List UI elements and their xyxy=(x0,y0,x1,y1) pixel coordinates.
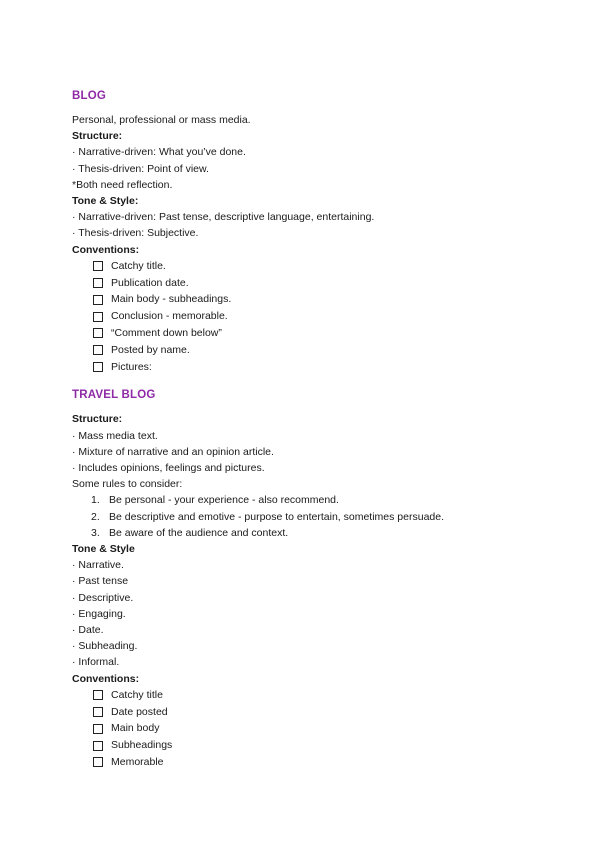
travel-tone-label: Tone & Style xyxy=(72,543,135,556)
convention-label: Pictures: xyxy=(111,360,152,373)
travel-rule-item xyxy=(91,509,552,525)
blog-structure-item: · Narrative-driven: What you’ve done. xyxy=(72,146,246,159)
blog-structure-item: · Thesis-driven: Point of view. xyxy=(72,162,209,175)
travel-convention-item[interactable] xyxy=(93,737,552,754)
checkbox-icon[interactable] xyxy=(93,724,103,734)
convention-label: Date posted xyxy=(111,705,168,718)
checkbox-icon[interactable] xyxy=(93,741,103,751)
travel-tone-item: · Informal. xyxy=(72,656,120,669)
convention-label: Conclusion - memorable. xyxy=(111,310,228,323)
blog-convention-item[interactable] xyxy=(93,308,552,325)
rule-text: Be descriptive and emotive - purpose to entertain, sometimes persuade. xyxy=(109,510,445,523)
rule-number: 2. xyxy=(91,510,100,523)
blog-tone-item: · Thesis-driven: Subjective. xyxy=(72,227,199,240)
rule-number: 1. xyxy=(91,494,100,507)
convention-label: Posted by name. xyxy=(111,343,190,356)
blog-tone-label: Tone & Style: xyxy=(72,195,139,208)
travel-convention-item[interactable] xyxy=(93,720,552,737)
convention-label: Catchy title xyxy=(111,688,163,701)
checkbox-icon[interactable] xyxy=(93,690,103,700)
checkbox-icon[interactable] xyxy=(93,312,103,322)
blog-convention-item[interactable] xyxy=(93,291,552,308)
blog-tone-item: · Narrative-driven: Past tense, descriptive language, entertaining. xyxy=(72,211,375,224)
convention-label: “Comment down below” xyxy=(111,327,222,340)
travel-tone-item: · Engaging. xyxy=(72,607,126,620)
blog-heading: BLOG xyxy=(72,90,107,102)
travel-structure-item: · Mixture of narrative and an opinion article. xyxy=(72,445,274,458)
rule-text: Be personal - your experience - also recommend. xyxy=(109,494,339,507)
convention-label: Main body xyxy=(111,722,160,735)
checkbox-icon[interactable] xyxy=(93,295,103,305)
checkbox-icon[interactable] xyxy=(93,345,103,355)
convention-label: Main body - subheadings. xyxy=(111,293,232,306)
travel-convention-item[interactable] xyxy=(93,754,552,771)
travel-conventions-label: Conventions: xyxy=(72,672,140,685)
blog-convention-item[interactable] xyxy=(93,275,552,292)
blog-convention-item[interactable] xyxy=(93,325,552,342)
travel-rule-item xyxy=(91,525,552,541)
convention-label: Memorable xyxy=(111,756,164,769)
travel-tone-item: · Narrative. xyxy=(72,559,124,572)
blog-convention-item[interactable] xyxy=(93,258,552,275)
checkbox-icon[interactable] xyxy=(93,707,103,717)
checkbox-icon[interactable] xyxy=(93,261,103,271)
travel-structure-label: Structure: xyxy=(72,413,123,426)
travel-convention-item[interactable] xyxy=(93,704,552,721)
blog-structure-note: *Both need reflection. xyxy=(72,178,173,191)
travel-rules-intro: Some rules to consider: xyxy=(72,478,183,491)
rule-text: Be aware of the audience and context. xyxy=(109,526,289,539)
checkbox-icon[interactable] xyxy=(93,278,103,288)
checkbox-icon[interactable] xyxy=(93,757,103,767)
blog-conventions-label: Conventions: xyxy=(72,243,140,256)
travel-tone-item: · Subheading. xyxy=(72,640,138,653)
blog-convention-item[interactable] xyxy=(93,342,552,359)
travel-tone-item: · Past tense xyxy=(72,575,129,588)
travel-structure-item: · Includes opinions, feelings and pictures. xyxy=(72,462,265,475)
blog-structure-label: Structure: xyxy=(72,130,123,143)
travel-tone-item: · Date. xyxy=(72,624,104,637)
page-content xyxy=(72,88,552,771)
checkbox-icon[interactable] xyxy=(93,362,103,372)
blog-convention-item[interactable] xyxy=(93,359,552,376)
travel-rule-item xyxy=(91,492,552,508)
blog-intro: Personal, professional or mass media. xyxy=(72,114,251,126)
travel-tone-item: · Descriptive. xyxy=(72,591,134,604)
travel-structure-item: · Mass media text. xyxy=(72,429,158,442)
convention-label: Catchy title. xyxy=(111,259,166,272)
travel-convention-item[interactable] xyxy=(93,687,552,704)
checkbox-icon[interactable] xyxy=(93,328,103,338)
convention-label: Publication date. xyxy=(111,276,189,289)
rule-number: 3. xyxy=(91,526,100,539)
convention-label: Subheadings xyxy=(111,739,173,752)
travel-blog-heading: TRAVEL BLOG xyxy=(72,389,156,402)
